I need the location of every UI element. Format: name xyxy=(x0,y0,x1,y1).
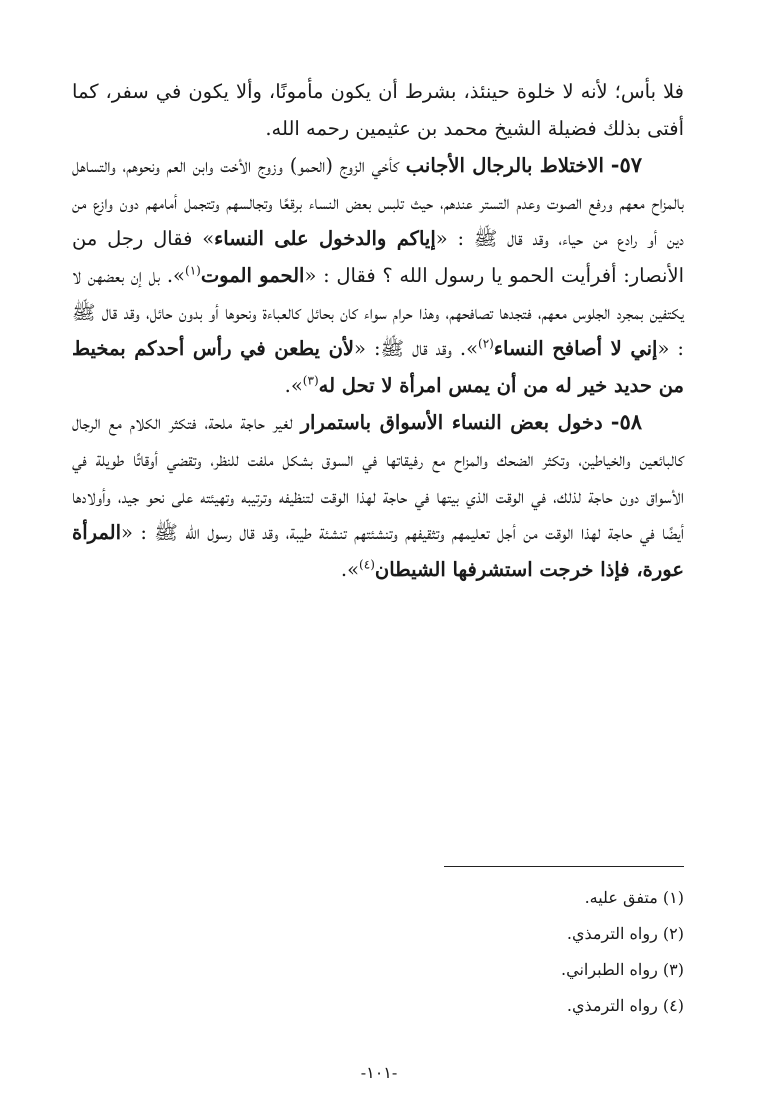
footnote-ref[interactable]: (٤) xyxy=(359,557,375,572)
page-number: -١٠١- xyxy=(360,1063,398,1082)
footnote-item: (٤) رواه الترمذي. xyxy=(566,996,684,1015)
hadith-quote: الحمو الموت xyxy=(200,263,305,287)
item-heading: الاختلاط بالرجال الأجانب xyxy=(405,154,604,178)
item-number: ٥٨- xyxy=(610,409,642,435)
item-58: ٥٨- دخول بعض النساء الأسواق باستمرار لغير حاجة ملحة، فتكثر الكلام مع الرجال كالبائعين والخياطين، وتكثر الضحك والمزاح مع رفيقاتها في السوق بشكل ملفت للنظر، وتقضي أوقاتًا طويلة في الأسواق دون حاجة لذلك، في الوقت الذي بيتها في حاجة لهذا الوقت لتنظيفه وترتيبه وتهيئته على نحو جيد، وأولادها أيضًا في حاجة لهذا الوقت من أجل تعليمهم وتثقيفهم وتنشئتهم تنشئة طيبة، وقد قال رسول الله ﷺ : «المرأة عورة، فإذا خرجت استشرفها الشيطان$^{(٤)}$». xyxy=(72,409,684,581)
hadith-quote: المرأة عورة، فإذا خرجت استشرفها الشيطان xyxy=(72,521,684,581)
item-number: ٥٧- xyxy=(610,152,642,178)
footnote-item: (٣) رواه الطبراني. xyxy=(561,960,684,979)
main-text xyxy=(72,74,684,588)
item-57: ٥٧- الاختلاط بالرجال الأجانب كأخي الزوج (الحمو) وزوج الأخت وابن العم ونحوهم، والتساهل بالمزاح معهم ورفع الصوت وعدم التستر عندهم، حيث تلبس بعض النساء برقعًا وتجالسهم وتتجمل أمامهم دون وازع من دين أو رادع من حياء، وقد قال ﷺ : «إياكم والدخول على النساء» فقال رجل من الأنصار: أفرأيت الحمو يا رسول الله ؟ فقال : «الحمو الموت$^{(١)}$». بل إن بعضهن لا يكتفين بمجرد الجلوس معهم، فتجدها تصافحهم، وهذا حرام سواء كان بحائل كالعباءة ونحوها أو بدون حائل، وقد قال ﷺ : «إني لا أصافح النساء$^{(٢)}$». وقد قال ﷺ: «لأن يطعن في رأس أحدكم بمخيط من حديد خير له من أن يمس امرأة لا تحل له$^{(٣)}$». xyxy=(72,152,685,397)
item-heading: دخول بعض النساء الأسواق باستمرار xyxy=(300,411,603,435)
hadith-quote: لأن يطعن في رأس أحدكم بمخيط من حديد خير له من أن يمس امرأة لا تحل له xyxy=(72,337,684,397)
footnote-item: (٢) رواه الترمذي. xyxy=(566,924,684,943)
footnote-ref[interactable]: (٣) xyxy=(302,373,319,388)
footnote-divider xyxy=(444,866,684,867)
footnote-ref[interactable]: (٢) xyxy=(478,336,494,351)
paragraph-continuation: فلا بأس؛ لأنه لا خلوة حينئذ، بشرط أن يكون مأمونًا، وألا يكون في سفر، كما أفتى بذلك فضيلة الشيخ محمد بن عثيمين رحمه الله. xyxy=(72,80,684,140)
hadith-quote: إني لا أصافح النساء xyxy=(493,337,658,361)
footnote-ref[interactable]: (١) xyxy=(185,263,201,278)
footnote-item: (١) متفق عليه. xyxy=(584,888,684,907)
footnotes xyxy=(72,880,684,1024)
hadith-quote: إياكم والدخول على النساء xyxy=(214,227,436,251)
